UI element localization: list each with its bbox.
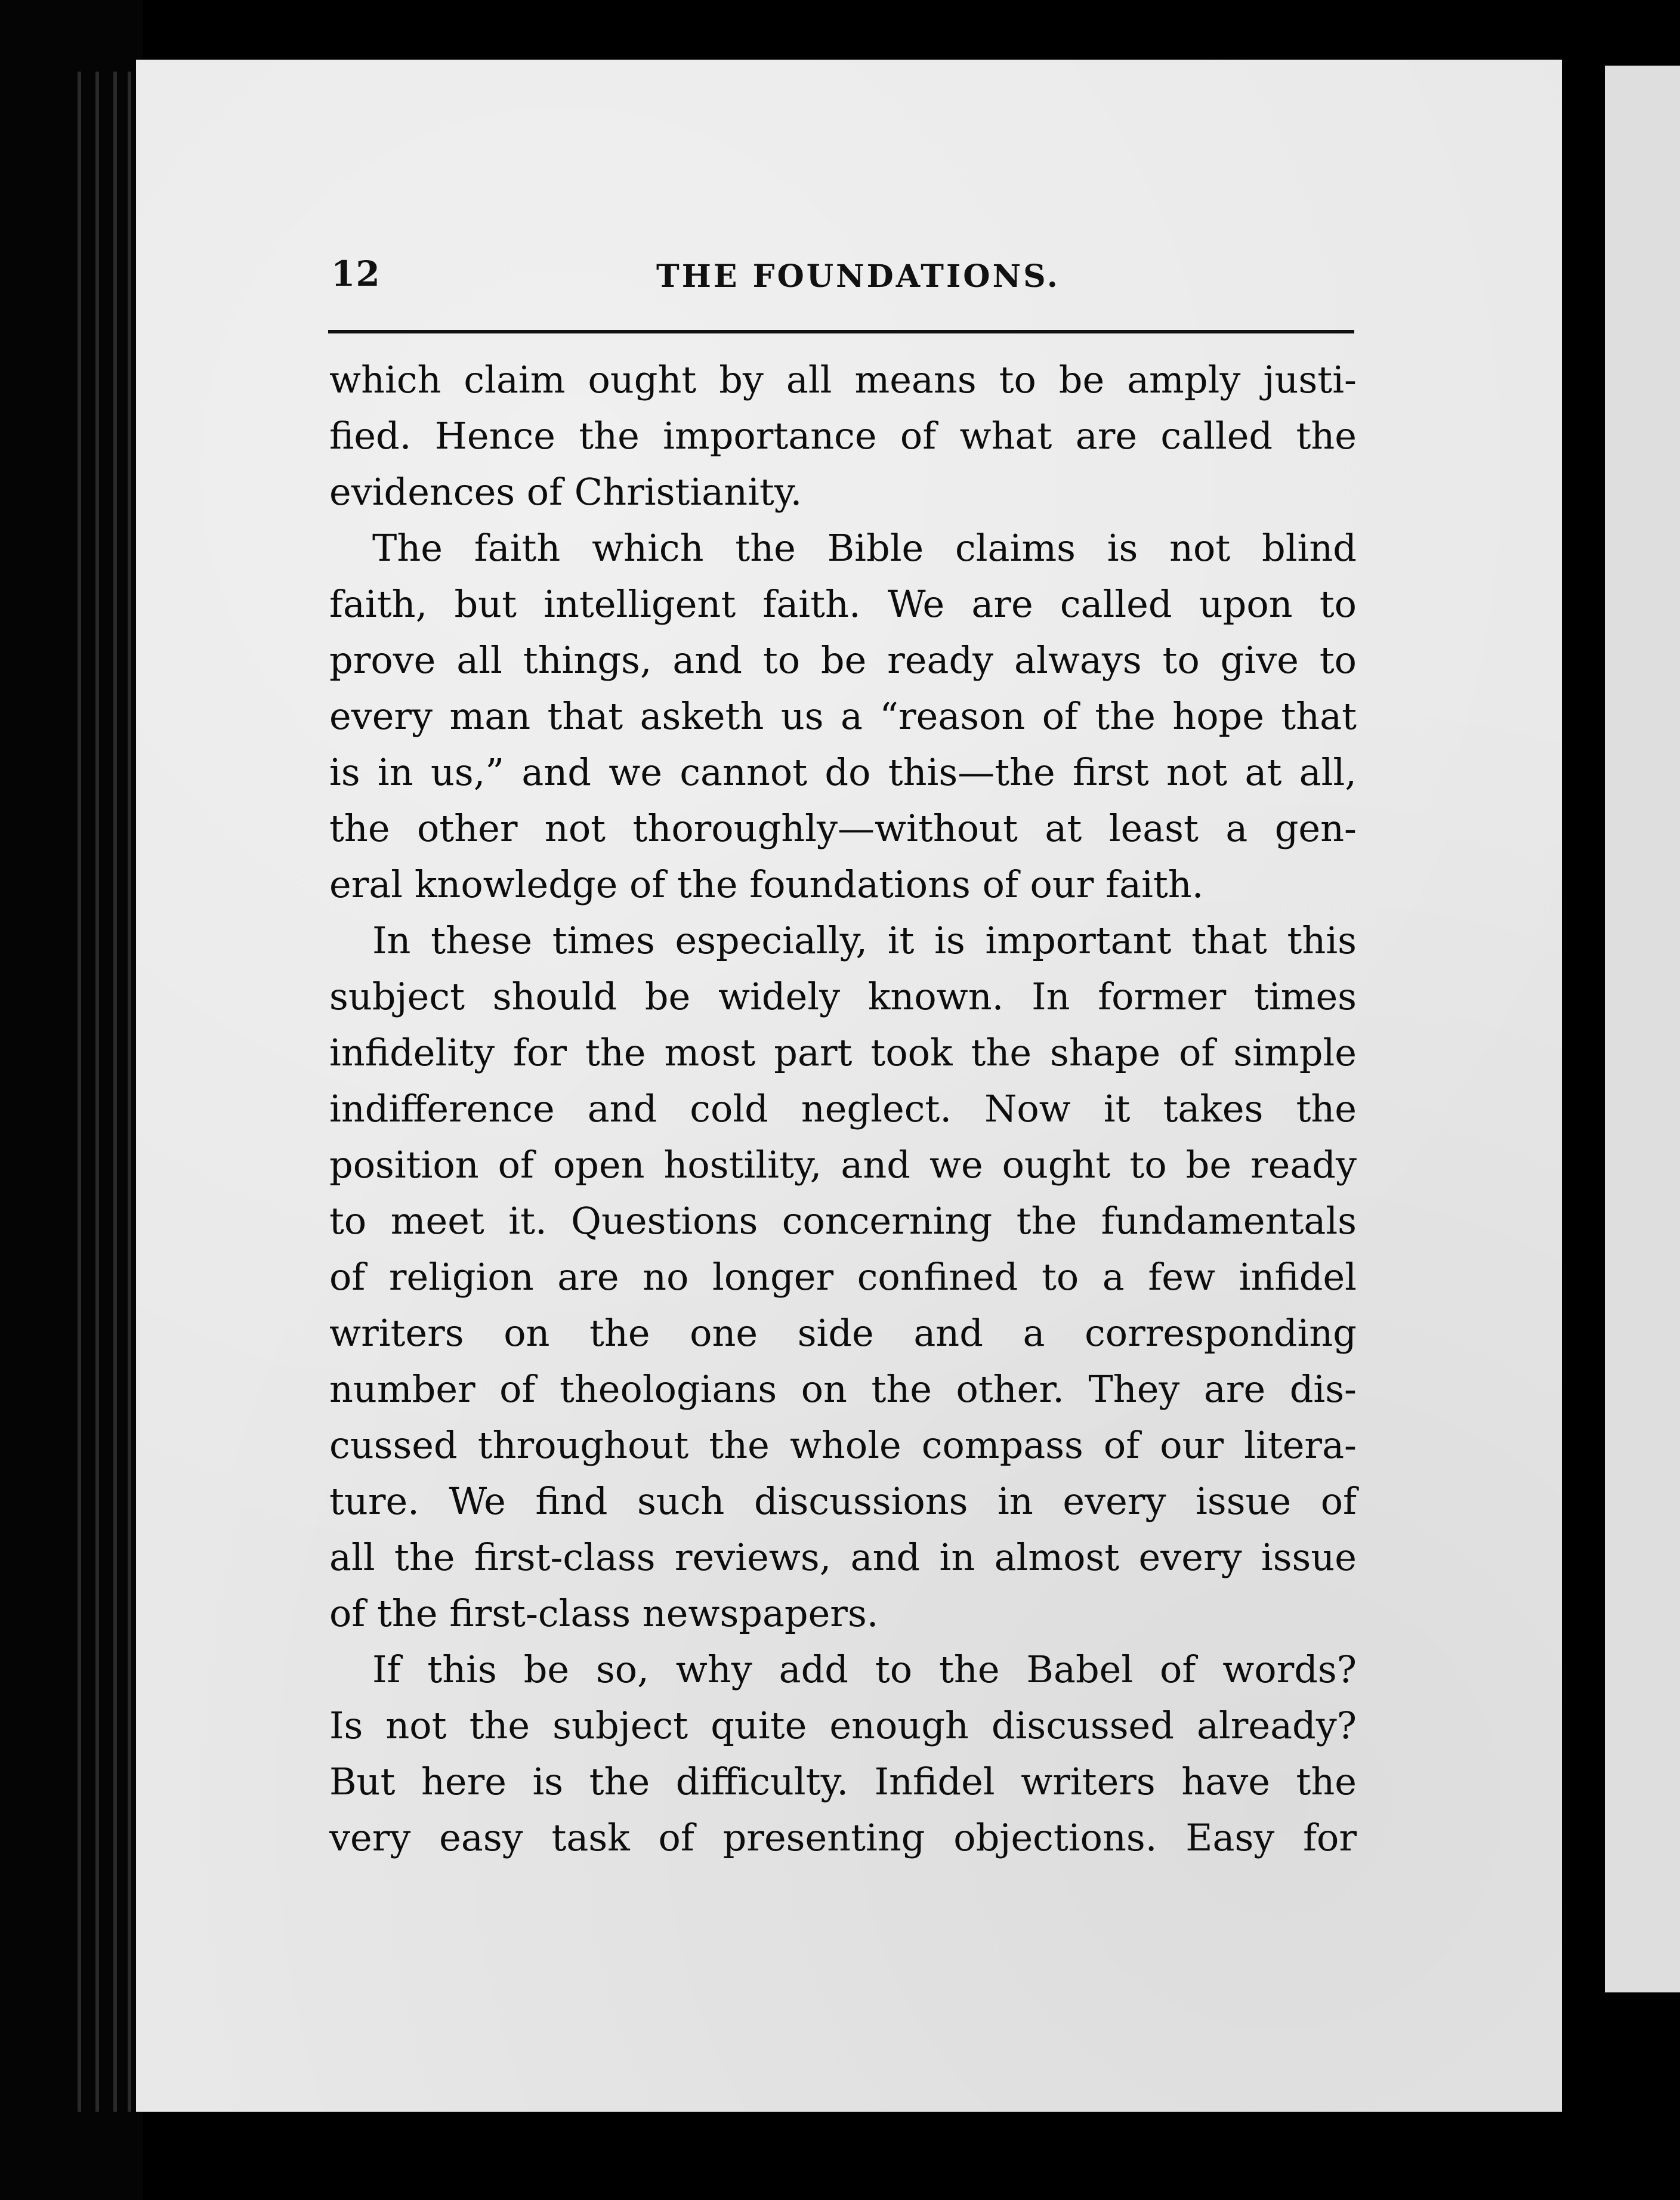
book-binding (0, 0, 143, 2200)
text-line: Is not the subject quite enough discussed already? (329, 1704, 1357, 1747)
text-line: eral knowledge of the foundations of our faith. (329, 863, 1204, 906)
text-line: In these times especially, it is important that this (372, 919, 1357, 962)
text-line: all the first-class reviews, and in almost every issue (329, 1535, 1357, 1579)
page-title: THE FOUNDATIONS. (656, 258, 1060, 295)
binding-edge (128, 72, 131, 2112)
text-line: very easy task of presenting objections. Easy for (329, 1816, 1357, 1859)
text-line: But here is the difficulty. Infidel writers have the (329, 1760, 1357, 1803)
text-line: of religion are no longer confined to a few infidel (329, 1255, 1357, 1299)
text-line: The faith which the Bible claims is not blind (372, 526, 1357, 570)
text-line: which claim ought by all means to be amply justi- (329, 358, 1357, 401)
text-line: evidences of Christianity. (329, 470, 802, 514)
text-line: fied. Hence the importance of what are called the (329, 414, 1357, 458)
text-line: every man that asketh us a “reason of the hope that (329, 694, 1357, 738)
adjacent-page (1605, 66, 1680, 1992)
text-line: of the first-class newspapers. (329, 1592, 879, 1635)
text-line: number of theologians on the other. They are dis- (329, 1367, 1357, 1411)
binding-edge (113, 72, 117, 2112)
text-line: to meet it. Questions concerning the fundamentals (329, 1199, 1357, 1243)
text-line: writers on the one side and a corresponding (329, 1311, 1357, 1355)
text-line: indifference and cold neglect. Now it takes the (329, 1087, 1357, 1130)
body-text (329, 352, 1357, 1866)
text-line: ture. We find such discussions in every issue of (329, 1479, 1357, 1523)
binding-edge (78, 72, 81, 2112)
text-line: is in us,” and we cannot do this—the first not at all, (329, 750, 1357, 794)
text-line: cussed throughout the whole compass of our litera- (329, 1423, 1357, 1467)
text-line: If this be so, why add to the Babel of words? (372, 1648, 1357, 1691)
text-line: infidelity for the most part took the shape of simple (329, 1031, 1357, 1074)
binding-edge (95, 72, 99, 2112)
header-rule (328, 330, 1354, 333)
text-line: prove all things, and to be ready always to give to (329, 638, 1357, 682)
text-line: the other not thoroughly—without at least a gen- (329, 807, 1357, 850)
running-head (191, 254, 1360, 301)
page-number: 12 (331, 254, 381, 294)
text-line: position of open hostility, and we ought to be ready (329, 1143, 1357, 1186)
text-line: subject should be widely known. In former times (329, 975, 1357, 1018)
page-gutter-shadow (1562, 54, 1605, 2200)
text-line: faith, but intelligent faith. We are called upon to (329, 582, 1357, 626)
